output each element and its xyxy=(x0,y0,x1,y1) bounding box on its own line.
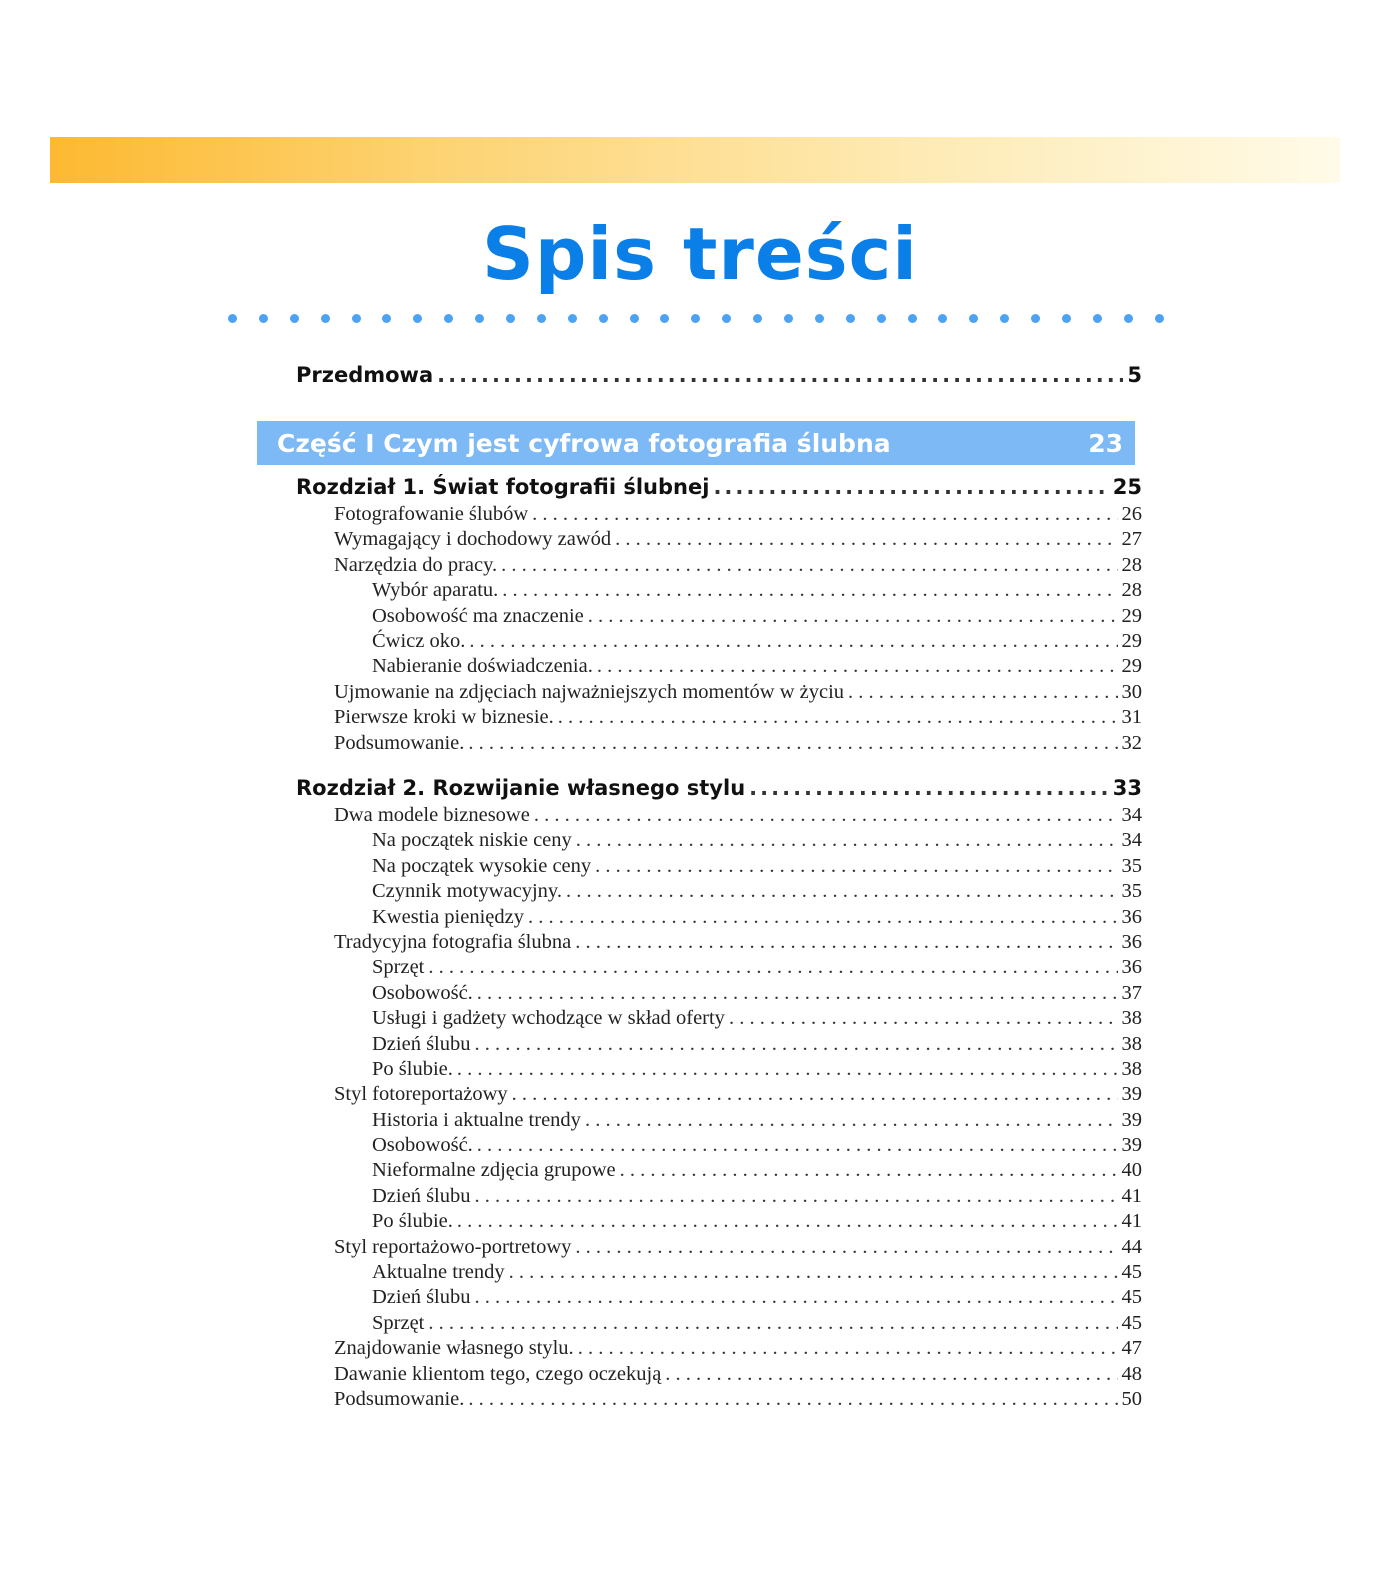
toc-entry-page: 28 xyxy=(1121,553,1142,576)
dot-leader xyxy=(501,553,1117,578)
toc-entry[interactable] xyxy=(296,981,1142,1006)
toc-entry[interactable] xyxy=(296,527,1142,552)
divider-dot xyxy=(938,314,947,323)
toc-entry-page: 47 xyxy=(1121,1337,1142,1360)
toc-entry-page: 36 xyxy=(1121,930,1142,953)
toc-entry-page: 5 xyxy=(1127,363,1142,387)
toc-entry[interactable] xyxy=(296,502,1142,527)
toc-entry-label: Styl reportażowo-portretowy xyxy=(334,1235,572,1258)
toc-entry[interactable] xyxy=(296,803,1142,828)
toc-entry-label: Znajdowanie własnego stylu. xyxy=(334,1337,574,1360)
toc-entry[interactable] xyxy=(296,879,1142,904)
divider-dot xyxy=(722,314,731,323)
toc-entry[interactable] xyxy=(296,1209,1142,1234)
toc-entry-page: 34 xyxy=(1121,804,1142,826)
toc-entry-chapter-2[interactable] xyxy=(296,773,1142,803)
dot-leader xyxy=(428,1311,1117,1336)
toc-entry[interactable] xyxy=(296,1285,1142,1310)
toc-entry-label: Sprzęt xyxy=(372,1311,425,1334)
toc-entry[interactable] xyxy=(296,654,1142,679)
divider-dot xyxy=(660,314,669,323)
dot-leader xyxy=(477,1133,1118,1158)
toc-entry[interactable] xyxy=(296,905,1142,930)
divider-dot xyxy=(815,314,824,323)
part-page: 23 xyxy=(1088,428,1123,458)
toc-entry-page: 29 xyxy=(1121,629,1142,652)
dot-leader xyxy=(528,905,1118,930)
toc-entry[interactable] xyxy=(296,1108,1142,1133)
divider-dot xyxy=(691,314,700,323)
toc-entry[interactable] xyxy=(296,930,1142,955)
toc-entry[interactable] xyxy=(296,705,1142,730)
divider-dot xyxy=(1031,314,1040,323)
toc-entry-label: Osobowość ma znaczenie xyxy=(372,604,584,627)
chapter-2-entries xyxy=(296,803,1142,1412)
divider-dot xyxy=(630,314,639,323)
toc-entry-label: Wybór aparatu. xyxy=(372,579,499,602)
dot-leader xyxy=(469,629,1117,654)
toc-entry[interactable] xyxy=(296,854,1142,879)
toc-entry-label: Usługi i gadżety wchodzące w skład oferty xyxy=(372,1007,725,1030)
toc-entry[interactable] xyxy=(296,680,1142,705)
dot-leader xyxy=(437,360,1123,390)
toc-entry-label: Kwestia pieniędzy xyxy=(372,905,524,928)
divider-dot xyxy=(599,314,608,323)
dot-leader xyxy=(588,604,1118,629)
toc-entry-label: Narzędzia do pracy. xyxy=(334,553,498,576)
toc-entry-label: Pierwsze kroki w biznesie. xyxy=(334,706,554,729)
dot-leader xyxy=(566,879,1118,904)
toc-entry-label: Wymagający i dochodowy zawód xyxy=(334,528,612,551)
toc-entry[interactable] xyxy=(296,1336,1142,1361)
toc-entry[interactable] xyxy=(296,1032,1142,1057)
toc-entry[interactable] xyxy=(296,1184,1142,1209)
divider-dot xyxy=(321,314,330,323)
preface-section xyxy=(296,360,1142,390)
divider-dot xyxy=(784,314,793,323)
dot-leader xyxy=(532,502,1117,527)
dot-leader xyxy=(475,1285,1118,1310)
divider-dot xyxy=(908,314,917,323)
dot-leader xyxy=(512,1082,1118,1107)
toc-entry-label: Dzień ślubu xyxy=(372,1184,471,1207)
toc-entry-page: 26 xyxy=(1121,503,1142,525)
toc-entry-label: Dzień ślubu xyxy=(372,1286,471,1309)
dot-leader xyxy=(468,731,1117,756)
toc-entry-label: Aktualne trendy xyxy=(372,1261,505,1284)
dot-leader xyxy=(468,1387,1117,1412)
toc-entry-label: Sprzęt xyxy=(372,956,425,979)
toc-entry-page: 38 xyxy=(1121,1057,1142,1080)
toc-entry-page: 29 xyxy=(1121,655,1142,678)
toc-entry-page: 41 xyxy=(1121,1184,1142,1207)
toc-entry-label: Na początek niskie ceny xyxy=(372,829,572,852)
toc-entry-page: 45 xyxy=(1121,1261,1142,1284)
divider-dot xyxy=(290,314,299,323)
toc-entry-page: 33 xyxy=(1112,776,1142,800)
dot-leader xyxy=(578,1336,1118,1361)
toc-entry-label: Dawanie klientom tego, czego oczekują xyxy=(334,1362,662,1385)
divider-dot xyxy=(475,314,484,323)
toc-entry-label: Rozdział 2. Rozwijanie własnego stylu xyxy=(296,776,746,800)
toc-entry-page: 25 xyxy=(1112,475,1142,499)
dot-leader xyxy=(509,1260,1118,1285)
dot-leader xyxy=(615,527,1117,552)
toc-entry-label: Podsumowanie. xyxy=(334,1387,465,1410)
chapter-1-entries xyxy=(296,502,1142,756)
chapter-1-section xyxy=(296,472,1142,756)
divider-dot xyxy=(969,314,978,323)
dot-leader xyxy=(585,1108,1118,1133)
toc-entry-label: Podsumowanie. xyxy=(334,731,465,754)
toc-entry-label: Po ślubie. xyxy=(372,1057,453,1080)
dot-leader xyxy=(475,1184,1118,1209)
toc-entry[interactable] xyxy=(296,1235,1142,1260)
toc-entry-label: Tradycyjna fotografia ślubna xyxy=(334,930,572,953)
toc-entry-page: 39 xyxy=(1121,1134,1142,1157)
page-title: Spis treści xyxy=(482,212,918,296)
toc-entry-page: 35 xyxy=(1121,880,1142,903)
divider-dot xyxy=(568,314,577,323)
dot-leader xyxy=(729,1006,1118,1031)
dot-leader xyxy=(713,472,1108,502)
toc-entry[interactable] xyxy=(296,1082,1142,1107)
part-header[interactable] xyxy=(257,421,1135,465)
toc-entry-page: 31 xyxy=(1121,706,1142,729)
dot-leader xyxy=(575,1235,1117,1260)
toc-entry-label: Nabieranie doświadczenia. xyxy=(372,655,593,678)
toc-entry[interactable] xyxy=(296,955,1142,980)
chapter-2-section xyxy=(296,773,1142,1412)
toc-entry[interactable] xyxy=(296,1158,1142,1183)
toc-entry-page: 38 xyxy=(1121,1007,1142,1030)
dot-leader xyxy=(665,1362,1117,1387)
divider-dot xyxy=(1155,314,1164,323)
dot-leader xyxy=(595,854,1117,879)
toc-entry-page: 41 xyxy=(1121,1210,1142,1233)
toc-entry[interactable] xyxy=(296,604,1142,629)
divider-dot xyxy=(877,314,886,323)
toc-entry-page: 28 xyxy=(1121,579,1142,602)
toc-entry[interactable] xyxy=(296,828,1142,853)
toc-entry-page: 27 xyxy=(1121,528,1142,551)
header-decor-band xyxy=(50,137,1340,183)
toc-entry[interactable] xyxy=(296,1133,1142,1158)
toc-entry-label: Historia i aktualne trendy xyxy=(372,1108,581,1131)
toc-entry[interactable] xyxy=(296,731,1142,756)
dot-leader xyxy=(457,1209,1118,1234)
toc-entry-label: Ujmowanie na zdjęciach najważniejszych momentów w życiu xyxy=(334,680,845,703)
dot-leader xyxy=(477,981,1118,1006)
toc-entry-page: 45 xyxy=(1121,1311,1142,1334)
toc-entry-page: 48 xyxy=(1121,1362,1142,1385)
toc-entry-label: Styl fotoreportażowy xyxy=(334,1083,508,1106)
divider-dot xyxy=(1062,314,1071,323)
toc-entry-label: Fotografowanie ślubów xyxy=(334,503,529,525)
toc-entry-page: 37 xyxy=(1121,981,1142,1004)
divider-dot xyxy=(506,314,515,323)
divider-dot xyxy=(444,314,453,323)
toc-entry[interactable] xyxy=(296,553,1142,578)
toc-entry-page: 32 xyxy=(1121,731,1142,754)
title-dot-divider xyxy=(228,311,1164,325)
divider-dot xyxy=(413,314,422,323)
dot-leader xyxy=(749,773,1109,803)
toc-entry[interactable] xyxy=(296,1387,1142,1412)
toc-entry-page: 29 xyxy=(1121,604,1142,627)
toc-entry[interactable] xyxy=(296,1311,1142,1336)
toc-entry-page: 45 xyxy=(1121,1286,1142,1309)
dot-leader xyxy=(502,578,1117,603)
toc-entry-page: 40 xyxy=(1121,1159,1142,1182)
divider-dot xyxy=(352,314,361,323)
toc-entry-label: Po ślubie. xyxy=(372,1210,453,1233)
toc-entry[interactable] xyxy=(296,1057,1142,1082)
toc-entry[interactable] xyxy=(296,1260,1142,1285)
toc-entry-label: Ćwicz oko. xyxy=(372,629,466,652)
toc-entry-label: Dwa modele biznesowe xyxy=(334,804,530,826)
dot-leader xyxy=(597,654,1118,679)
divider-dot xyxy=(1093,314,1102,323)
toc-entry-page: 35 xyxy=(1121,854,1142,877)
toc-entry-page: 36 xyxy=(1121,905,1142,928)
dot-leader xyxy=(575,930,1117,955)
toc-entry-page: 34 xyxy=(1121,829,1142,852)
toc-entry-page: 36 xyxy=(1121,956,1142,979)
dot-leader xyxy=(576,828,1118,853)
divider-dot xyxy=(382,314,391,323)
toc-entry-chapter-1[interactable] xyxy=(296,472,1142,502)
part-title: Część I Czym jest cyfrowa fotografia ślubna xyxy=(277,428,891,458)
divider-dot xyxy=(1000,314,1009,323)
divider-dot xyxy=(753,314,762,323)
dot-leader xyxy=(457,1057,1118,1082)
toc-entry-label: Dzień ślubu xyxy=(372,1032,471,1055)
divider-dot xyxy=(1124,314,1133,323)
toc-entry[interactable] xyxy=(296,1362,1142,1387)
toc-entry-label: Na początek wysokie ceny xyxy=(372,854,592,877)
toc-entry-page: 39 xyxy=(1121,1083,1142,1106)
dot-leader xyxy=(534,803,1118,828)
toc-entry[interactable] xyxy=(296,578,1142,603)
toc-entry[interactable] xyxy=(296,1006,1142,1031)
dot-leader xyxy=(428,955,1117,980)
toc-entry-label: Rozdział 1. Świat fotografii ślubnej xyxy=(296,475,710,499)
toc-entry-page: 44 xyxy=(1121,1235,1142,1258)
toc-entry-label: Osobowość. xyxy=(372,981,473,1004)
toc-entry-label: Czynnik motywacyjny. xyxy=(372,880,562,903)
toc-entry-label: Przedmowa xyxy=(296,363,434,387)
dot-leader xyxy=(620,1158,1118,1183)
toc-entry-preface[interactable] xyxy=(296,360,1142,390)
toc-entry-label: Osobowość. xyxy=(372,1134,473,1157)
divider-dot xyxy=(846,314,855,323)
divider-dot xyxy=(537,314,546,323)
dot-leader xyxy=(475,1032,1118,1057)
dot-leader xyxy=(558,705,1118,730)
toc-entry-page: 39 xyxy=(1121,1108,1142,1131)
divider-dot xyxy=(228,314,237,323)
toc-entry-page: 50 xyxy=(1121,1387,1142,1410)
toc-entry-label: Nieformalne zdjęcia grupowe xyxy=(372,1159,616,1182)
toc-entry[interactable] xyxy=(296,629,1142,654)
toc-entry-page: 38 xyxy=(1121,1032,1142,1055)
divider-dot xyxy=(259,314,268,323)
toc-entry-page: 30 xyxy=(1121,680,1142,703)
dot-leader xyxy=(848,680,1117,705)
